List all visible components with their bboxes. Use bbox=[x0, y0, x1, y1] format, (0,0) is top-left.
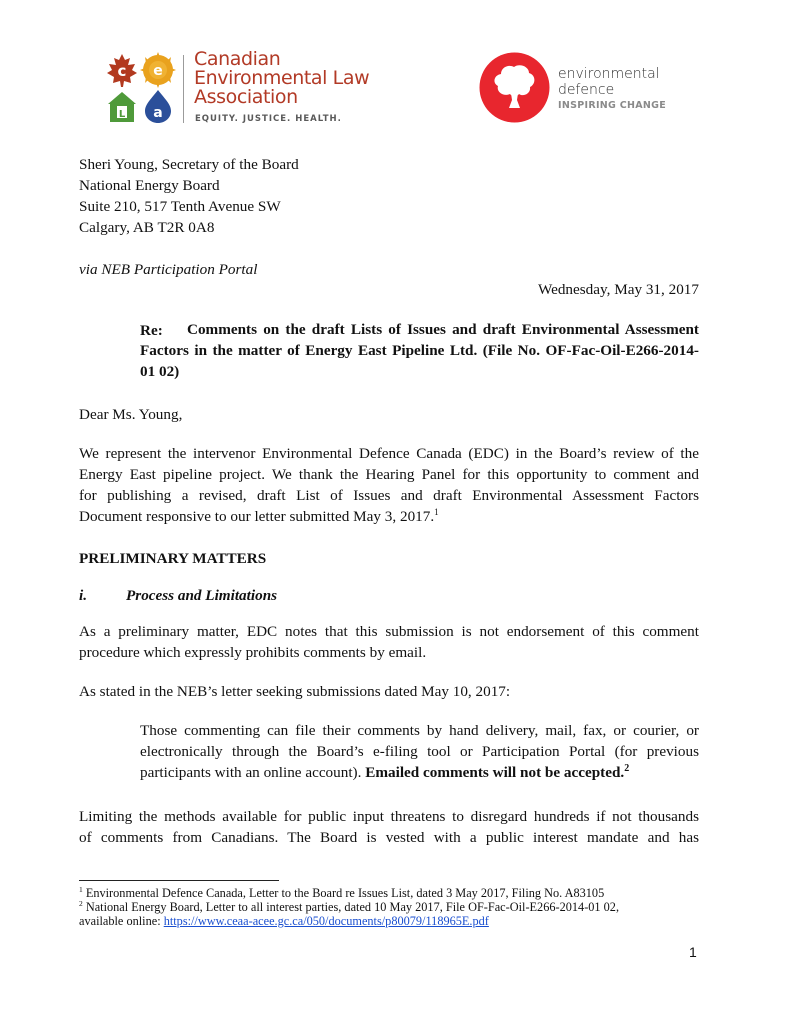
ed-tagline: INSPIRING CHANGE bbox=[558, 100, 667, 111]
house-icon bbox=[108, 92, 136, 122]
svg-text:e: e bbox=[153, 63, 163, 79]
re-label: Re: bbox=[140, 322, 163, 339]
re-subject-line: 01 02) bbox=[140, 363, 180, 380]
quote-emphasis bbox=[365, 764, 629, 781]
paragraph-line bbox=[79, 506, 699, 527]
letter-date: Wednesday, May 31, 2017 bbox=[537, 281, 699, 298]
salutation: Dear Ms. Young, bbox=[79, 406, 183, 423]
cela-name-line: Canadian bbox=[194, 48, 281, 70]
page-number: 1 bbox=[689, 944, 697, 960]
cela-name bbox=[194, 50, 369, 107]
quote-text: participants with an online account). bbox=[140, 764, 366, 781]
cela-tagline: EQUITY. JUSTICE. HEALTH. bbox=[195, 114, 342, 124]
quote-line bbox=[140, 762, 699, 783]
footnote-separator bbox=[79, 880, 279, 881]
footnote-ref[interactable]: 1 bbox=[434, 506, 439, 517]
address-line: Calgary, AB T2R 0A8 bbox=[79, 219, 215, 236]
subsection-number: i. bbox=[79, 587, 88, 604]
ed-name-line: defence bbox=[558, 82, 615, 98]
footnote-continuation bbox=[79, 914, 489, 928]
svg-text:c: c bbox=[117, 62, 127, 80]
ed-name-line: environmental bbox=[558, 66, 660, 82]
quote-line: Those commenting can file their comments by hand delivery, mail, fax, or courier, or bbox=[140, 722, 699, 739]
subsection-title: Process and Limitations bbox=[126, 587, 278, 604]
footnote-ref[interactable]: 2 bbox=[624, 762, 630, 774]
address-line: National Energy Board bbox=[79, 177, 220, 194]
paragraph-line: We represent the intervenor Environmental Defence Canada (EDC) in the Board’s review of the bbox=[79, 445, 699, 462]
footnote-text: available online: bbox=[79, 914, 164, 928]
paragraph-line: for publishing a revised, draft List of Issues and draft Environmental Assessment Factors bbox=[79, 487, 699, 504]
footnote bbox=[79, 900, 619, 914]
quote-line: electronically through the Board’s e-filing tool or Participation Portal (for previous bbox=[140, 743, 699, 760]
footnote-text: Environmental Defence Canada, Letter to the Board re Issues List, dated 3 May 2017, Filing No. A83105 bbox=[85, 886, 605, 900]
footnote-text: National Energy Board, Letter to all interest parties, dated 10 May 2017, File OF-Fac-Oil-E266-2014-01 02, bbox=[85, 900, 620, 914]
sun-icon bbox=[140, 52, 176, 88]
quote-bold-text: Emailed comments will not be accepted. bbox=[365, 764, 625, 781]
footnote-number: 2 bbox=[79, 898, 83, 908]
paragraph-text: Document responsive to our letter submitted May 3, 2017. bbox=[79, 508, 435, 525]
paragraph-neb-letter: As stated in the NEB’s letter seeking submissions dated May 10, 2017: bbox=[79, 683, 511, 700]
cela-name-line: Environmental Law bbox=[194, 67, 370, 89]
paragraph-line: Limiting the methods available for public input threatens to disregard hundreds if not thousands bbox=[79, 808, 699, 825]
section-heading: PRELIMINARY MATTERS bbox=[79, 550, 267, 567]
maple-leaf-icon bbox=[107, 54, 137, 87]
water-drop-icon bbox=[145, 90, 171, 123]
re-subject-line: Comments on the draft Lists of Issues and draft Environmental Assessment bbox=[187, 321, 699, 338]
svg-text:L: L bbox=[118, 109, 126, 120]
re-subject-line: Factors in the matter of Energy East Pipeline Ltd. (File No. OF-Fac-Oil-E266-2014- bbox=[140, 342, 699, 359]
delivery-method: via NEB Participation Portal bbox=[79, 261, 258, 278]
footnote-number: 1 bbox=[79, 884, 83, 894]
paragraph-line: Energy East pipeline project. We thank the Hearing Panel for this opportunity to comment and bbox=[79, 466, 699, 483]
logo-divider bbox=[183, 55, 184, 123]
ed-name bbox=[558, 66, 660, 98]
footnote bbox=[79, 886, 604, 900]
tree-icon bbox=[479, 52, 550, 123]
paragraph-line: of comments from Canadians. The Board is vested with a public interest mandate and has bbox=[79, 829, 699, 846]
svg-text:a: a bbox=[153, 105, 163, 121]
paragraph-line: procedure which expressly prohibits comments by email. bbox=[79, 644, 427, 661]
cela-name-line: Association bbox=[194, 86, 298, 108]
address-line: Suite 210, 517 Tenth Avenue SW bbox=[79, 198, 281, 215]
address-line: Sheri Young, Secretary of the Board bbox=[79, 156, 299, 173]
footnote-link[interactable]: https://www.ceaa-acee.gc.ca/050/documents/p80079/118965E.pdf bbox=[163, 914, 489, 928]
cela-logo-mark bbox=[106, 52, 178, 124]
paragraph-line: As a preliminary matter, EDC notes that this submission is not endorsement of this comment bbox=[79, 623, 699, 640]
